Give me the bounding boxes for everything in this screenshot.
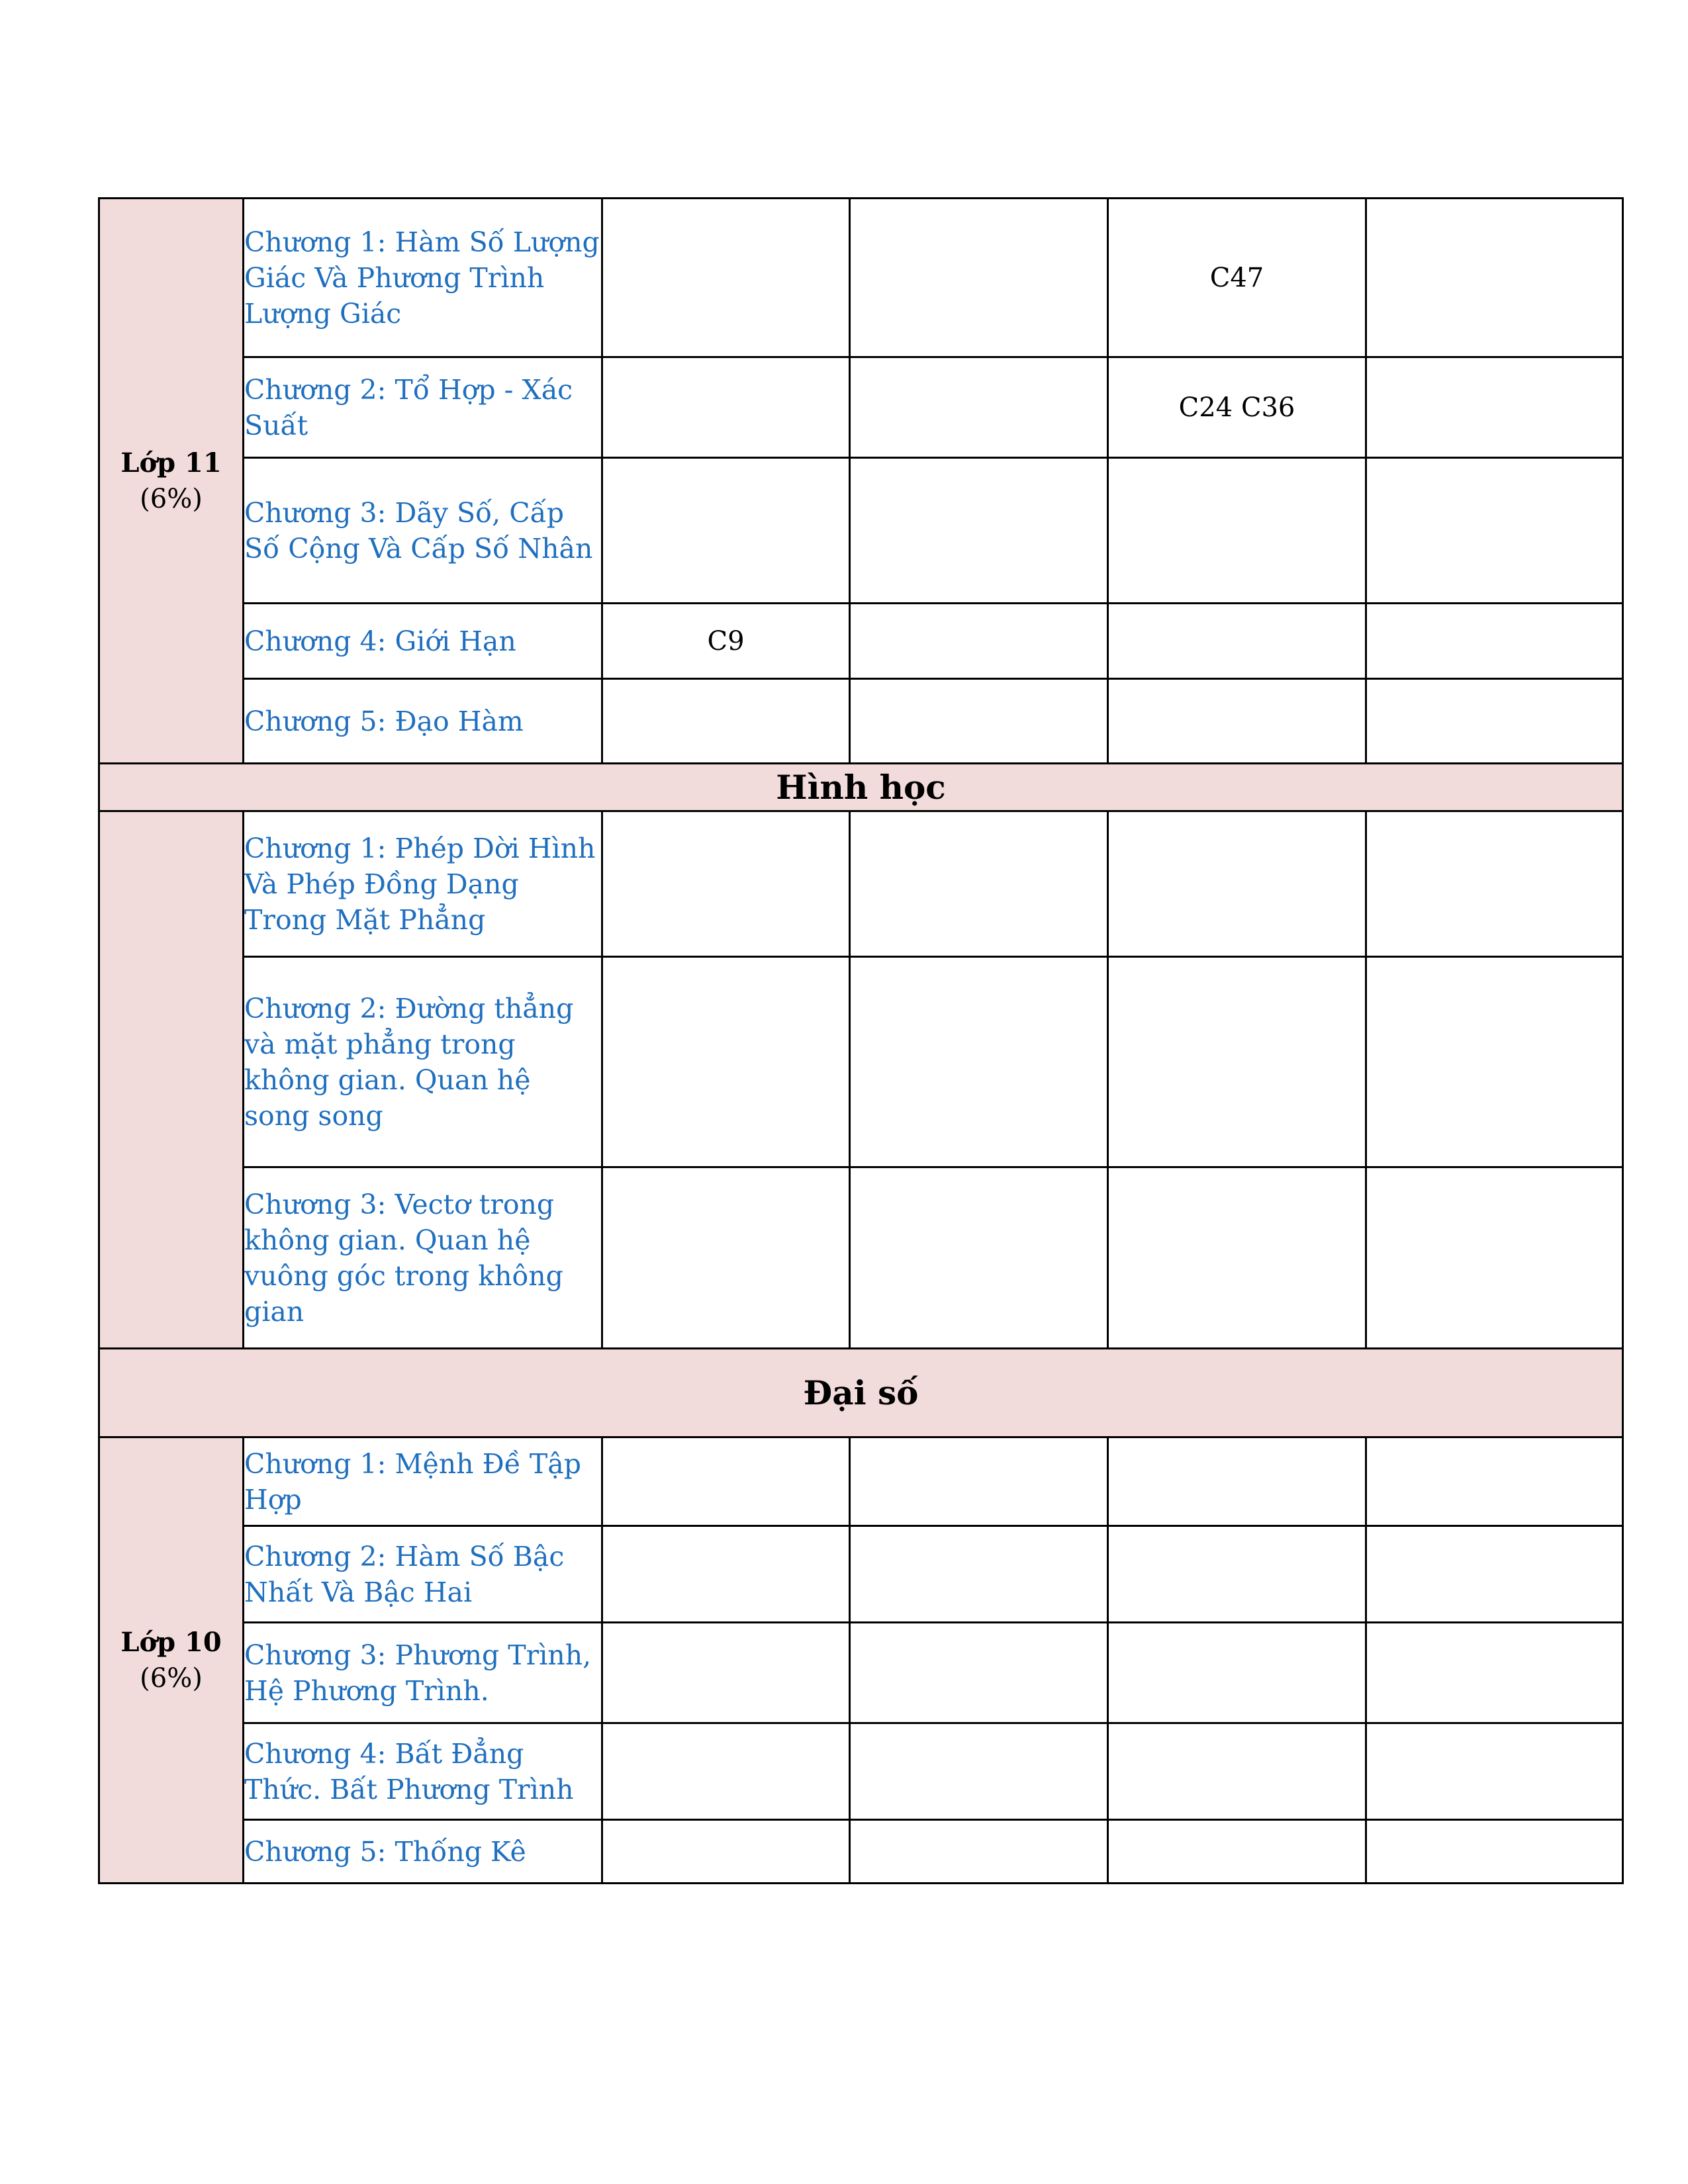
table-row bbox=[99, 199, 1623, 357]
table-row bbox=[99, 811, 1623, 957]
question-cell bbox=[602, 1167, 850, 1349]
table-row bbox=[99, 1526, 1623, 1623]
grade-name: Lớp 11 bbox=[120, 447, 222, 478]
question-cell bbox=[602, 811, 850, 957]
question-cell: C47 bbox=[1108, 199, 1366, 357]
section-row bbox=[99, 1349, 1623, 1437]
question-matrix-table bbox=[98, 197, 1624, 1884]
chapter-label: Chương 3: Phương Trình, Hệ Phương Trình. bbox=[244, 1623, 602, 1723]
question-cell bbox=[1108, 458, 1366, 604]
question-cell bbox=[850, 604, 1108, 679]
question-cell bbox=[850, 357, 1108, 458]
question-cell bbox=[1366, 1526, 1623, 1623]
question-cell bbox=[1108, 811, 1366, 957]
question-cell bbox=[602, 199, 850, 357]
question-cell bbox=[602, 679, 850, 764]
chapter-label: Chương 5: Thống Kê bbox=[244, 1820, 602, 1884]
question-cell bbox=[602, 1723, 850, 1820]
question-cell bbox=[1366, 1167, 1623, 1349]
table-row bbox=[99, 957, 1623, 1167]
question-cell bbox=[1108, 1820, 1366, 1884]
grade-cell-lop-10 bbox=[99, 1437, 244, 1884]
chapter-label: Chương 2: Hàm Số Bậc Nhất Và Bậc Hai bbox=[244, 1526, 602, 1623]
question-cell bbox=[602, 957, 850, 1167]
question-cell bbox=[850, 199, 1108, 357]
question-cell bbox=[1366, 458, 1623, 604]
question-cell bbox=[1108, 1437, 1366, 1526]
question-cell bbox=[602, 1437, 850, 1526]
grade-cell-hinh-hoc bbox=[99, 811, 244, 1349]
section-row bbox=[99, 764, 1623, 811]
question-cell bbox=[602, 1526, 850, 1623]
table-row bbox=[99, 1437, 1623, 1526]
question-cell bbox=[850, 1820, 1108, 1884]
question-cell bbox=[1366, 1437, 1623, 1526]
question-cell bbox=[1366, 604, 1623, 679]
section-title-dai-so: Đại số bbox=[99, 1349, 1623, 1437]
question-cell bbox=[1366, 679, 1623, 764]
question-cell bbox=[602, 458, 850, 604]
question-cell: C24 C36 bbox=[1108, 357, 1366, 458]
chapter-label: Chương 5: Đạo Hàm bbox=[244, 679, 602, 764]
table-row bbox=[99, 1167, 1623, 1349]
grade-percent: (6%) bbox=[140, 1662, 203, 1694]
question-cell bbox=[850, 1623, 1108, 1723]
grade-cell-lop-11 bbox=[99, 199, 244, 764]
question-cell bbox=[850, 1437, 1108, 1526]
chapter-label: Chương 4: Bất Đẳng Thức. Bất Phương Trình bbox=[244, 1723, 602, 1820]
table-row bbox=[99, 357, 1623, 458]
question-cell bbox=[850, 679, 1108, 764]
question-cell bbox=[1366, 1820, 1623, 1884]
question-cell bbox=[1108, 957, 1366, 1167]
table-row bbox=[99, 679, 1623, 764]
question-cell bbox=[1366, 811, 1623, 957]
question-cell bbox=[850, 458, 1108, 604]
question-cell bbox=[1108, 1167, 1366, 1349]
question-cell bbox=[1108, 1723, 1366, 1820]
question-cell bbox=[850, 811, 1108, 957]
question-cell bbox=[850, 1167, 1108, 1349]
table-row bbox=[99, 458, 1623, 604]
chapter-label: Chương 3: Dãy Số, Cấp Số Cộng Và Cấp Số Nhân bbox=[244, 458, 602, 604]
question-cell bbox=[850, 1526, 1108, 1623]
question-cell bbox=[1108, 679, 1366, 764]
chapter-label: Chương 3: Vectơ trong không gian. Quan hệ vuông góc trong không gian bbox=[244, 1167, 602, 1349]
question-cell bbox=[1366, 957, 1623, 1167]
question-cell bbox=[1108, 1623, 1366, 1723]
table-row bbox=[99, 1723, 1623, 1820]
question-cell bbox=[602, 1820, 850, 1884]
chapter-label: Chương 1: Hàm Số Lượng Giác Và Phương Trình Lượng Giác bbox=[244, 199, 602, 357]
chapter-label: Chương 1: Phép Dời Hình Và Phép Đồng Dạng Trong Mặt Phẳng bbox=[244, 811, 602, 957]
chapter-label: Chương 2: Đường thẳng và mặt phẳng trong không gian. Quan hệ song song bbox=[244, 957, 602, 1167]
question-cell: C9 bbox=[602, 604, 850, 679]
question-cell bbox=[1366, 357, 1623, 458]
question-cell bbox=[602, 1623, 850, 1723]
chapter-label: Chương 2: Tổ Hợp - Xác Suất bbox=[244, 357, 602, 458]
question-cell bbox=[850, 957, 1108, 1167]
question-cell bbox=[1366, 1623, 1623, 1723]
question-cell bbox=[1108, 604, 1366, 679]
table-row bbox=[99, 604, 1623, 679]
question-cell bbox=[1366, 199, 1623, 357]
question-cell bbox=[850, 1723, 1108, 1820]
grade-percent: (6%) bbox=[140, 483, 203, 514]
grade-name: Lớp 10 bbox=[120, 1626, 222, 1658]
question-cell bbox=[602, 357, 850, 458]
chapter-label: Chương 4: Giới Hạn bbox=[244, 604, 602, 679]
chapter-label: Chương 1: Mệnh Đề Tập Hợp bbox=[244, 1437, 602, 1526]
question-cell bbox=[1108, 1526, 1366, 1623]
table-row bbox=[99, 1820, 1623, 1884]
section-title-hinh-hoc: Hình học bbox=[99, 764, 1623, 811]
table-row bbox=[99, 1623, 1623, 1723]
question-cell bbox=[1366, 1723, 1623, 1820]
